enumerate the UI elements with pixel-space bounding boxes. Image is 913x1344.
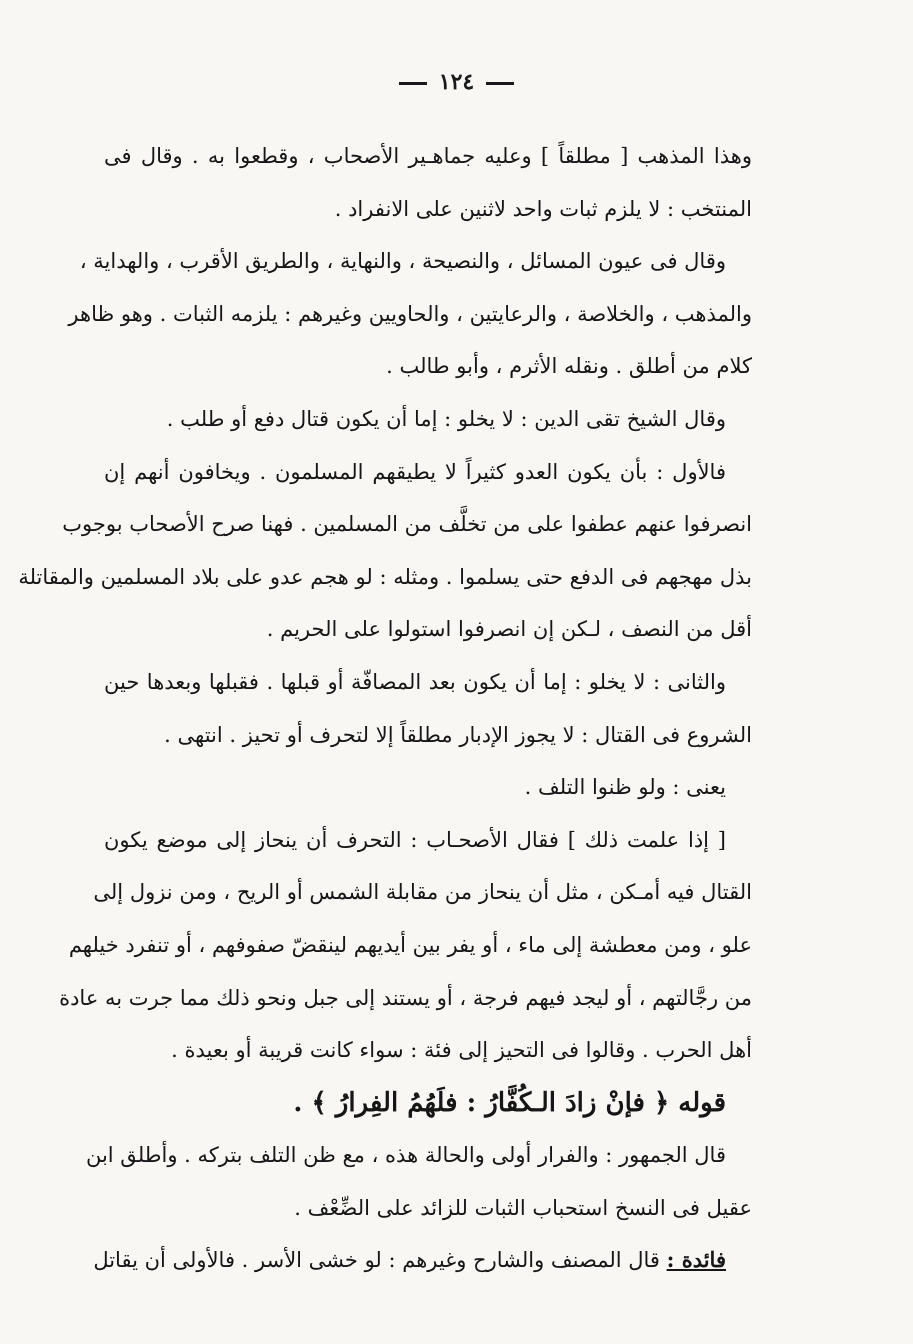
text-line-5: كلام من أطلق . ونقله الأثرم ، وأبو طالب .: [386, 354, 752, 379]
text-line-10: أقل من النصف ، لـكن إن انصرفوا استولوا على الحريم .: [266, 617, 752, 642]
text-line-17: من رجَّالتهم ، أو ليجد فيهم فرجة ، أو يستند إلى جبل ونحو ذلك مما جرت به عادة: [59, 985, 752, 1010]
text-line-14: [ إذا علمت ذلك ] فقال الأصحـاب : التحرف أن ينحاز إلى موضع يكون: [104, 827, 726, 852]
text-line-21: عقيل فى النسخ استحباب الثبات للزائد على الضِّعْف .: [294, 1195, 752, 1220]
text-line-12: الشروع فى القتال : لا يجوز الإدبار مطلقاً إلا لتحرف أو تحيز . انتهى .: [164, 722, 752, 747]
page-number: ١٢٤: [438, 69, 475, 95]
text-line-8: انصرفوا عنهم عطفوا على من تخلَّف من المسلمين . فهنا صرح الأصحاب بوجوب: [62, 512, 752, 537]
text-line-18: أهل الحرب . وقالوا فى التحيز إلى فئة : سواء كانت قريبة أو بعيدة .: [171, 1038, 752, 1063]
text-line-7: فالأول : بأن يكون العدو كثيراً لا يطيقهم المسلمون . ويخافون أنهم إن: [104, 459, 726, 484]
text-line-16: علو ، ومن معطشة إلى ماء ، أو يفر بين أيديهم لينقضّ صفوفهم ، أو تنفرد خيلهم: [68, 932, 752, 957]
text-line-11: والثانى : لا يخلو : إما أن يكون بعد المصافّة أو قبلها . فقبلها وبعدها حين: [104, 669, 726, 694]
text-line-13: يعنى : ولو ظنوا التلف .: [524, 775, 726, 800]
header-dash-right: [486, 82, 514, 85]
text-line-3: وقال فى عيون المسائل ، والنصيحة ، والنهاية ، والطريق الأقرب ، والهداية ،: [79, 249, 726, 274]
quran-verse-line: قوله ﴿ فإنْ زادَ الـكُفَّارُ : فلَهُمُ الفِرارُ ﴾ .: [293, 1087, 726, 1118]
text-line-2: المنتخب : لا يلزم ثبات واحد لاثنين على الانفراد .: [334, 196, 752, 221]
text-line-20: قال الجمهور : والفرار أولى والحالة هذه ، مع ظن التلف بتركه . وأطلق ابن: [85, 1143, 726, 1168]
faida-label: فائدة :: [666, 1247, 726, 1273]
body-text: [18, 130, 752, 1287]
text-line-22-body: قال المصنف والشارح وغيرهم : لو خشى الأسر . فالأولى أن يقاتل: [93, 1248, 660, 1273]
text-line-4: والمذهب ، والخلاصة ، والرعايتين ، والحاويين وغيرهم : يلزمه الثبات . وهو ظاهر: [68, 301, 752, 326]
text-line-6: وقال الشيخ تقى الدين : لا يخلو : إما أن يكون قتال دفع أو طلب .: [166, 406, 726, 431]
text-line-1: وهذا المذهب [ مطلقاً ] وعليه جماهـير الأصحاب ، وقطعوا به . وقال فى: [104, 144, 752, 168]
page-header: [0, 62, 913, 102]
text-line-15: القتال فيه أمـكن ، مثل أن ينحاز من مقابلة الشمس أو الريح ، ومن نزول إلى: [93, 880, 752, 905]
text-line-9: بذل مهجهم فى الدفع حتى يسلموا . ومثله : لو هجم عدو على بلاد المسلمين والمقاتلة: [18, 564, 752, 589]
text-line-22: [93, 1234, 752, 1287]
header-dash-left: [399, 82, 427, 85]
